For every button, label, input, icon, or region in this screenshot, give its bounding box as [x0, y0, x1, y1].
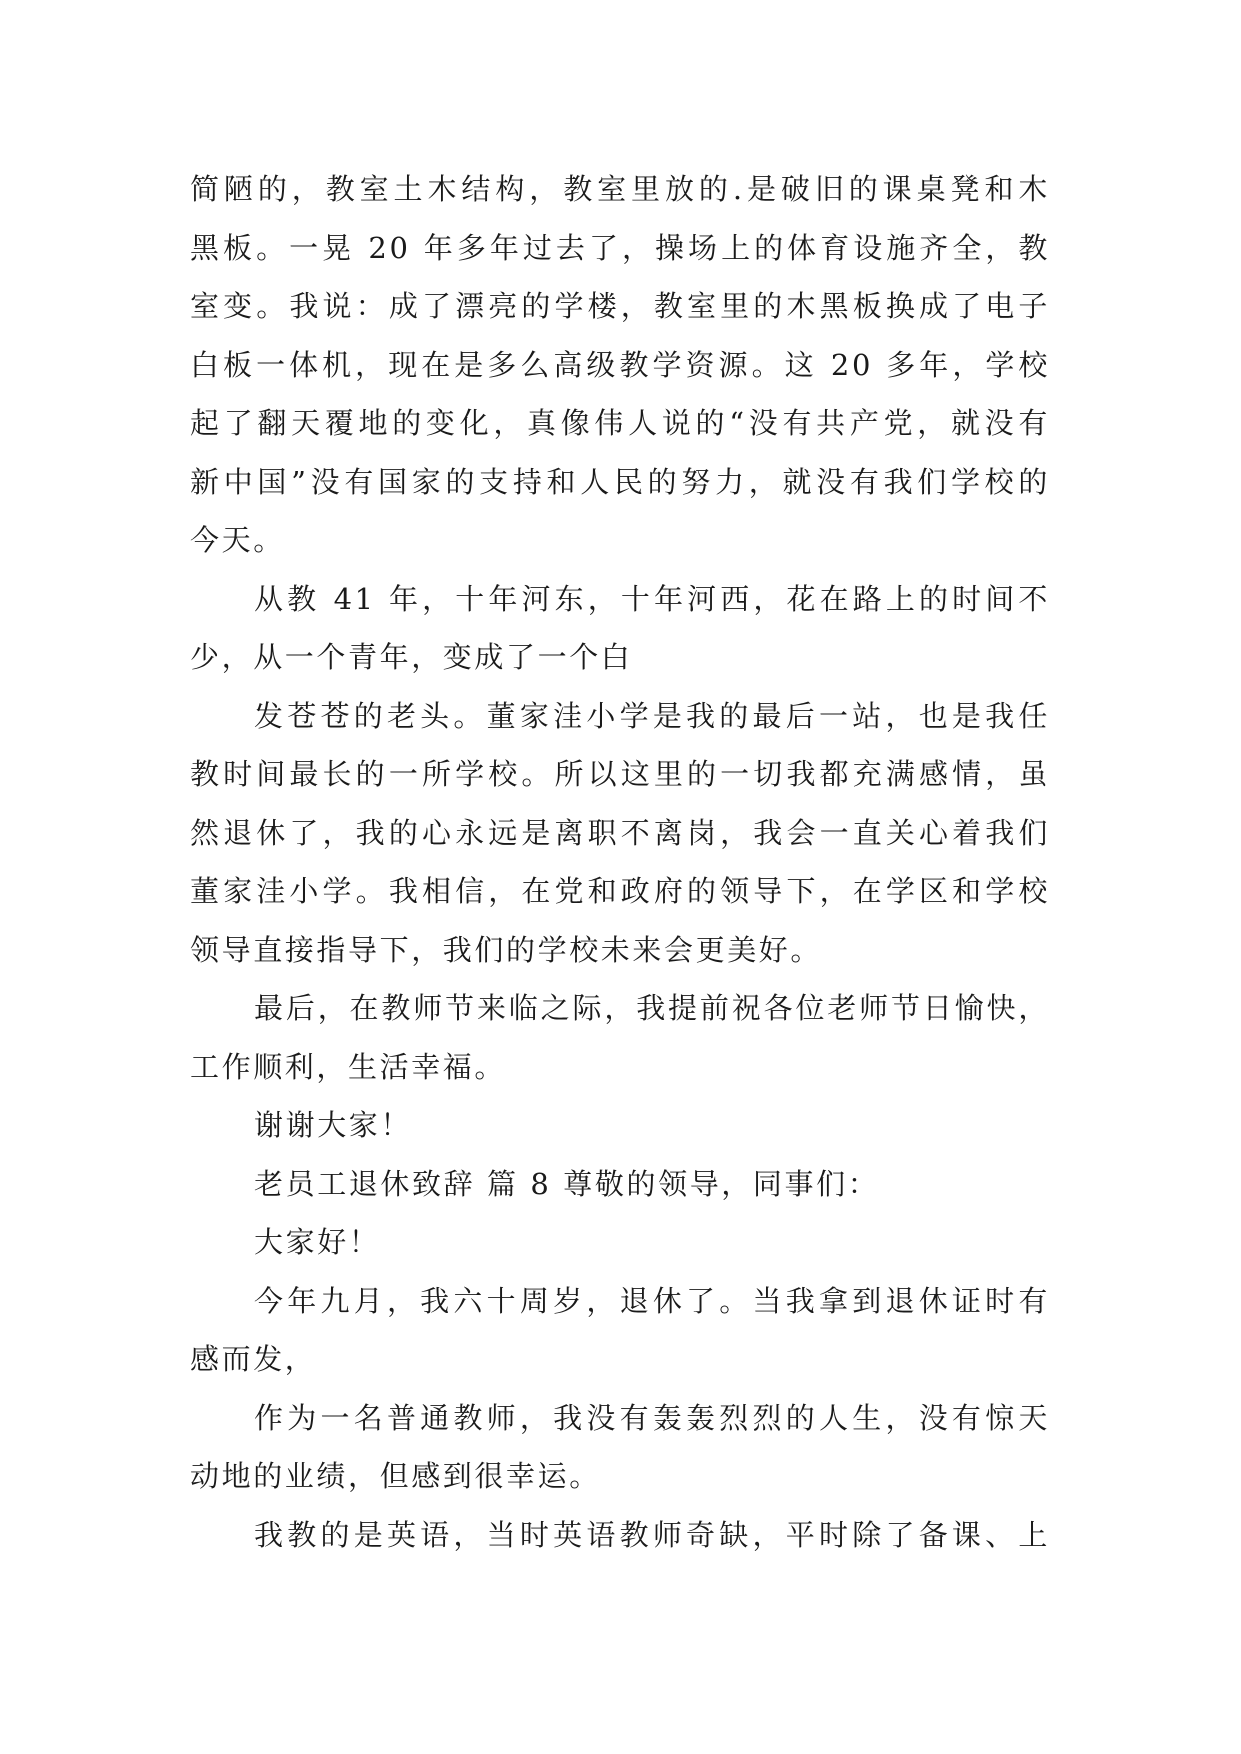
text-line: 我教的是英语，当时英语教师奇缺，平时除了备课、上 [254, 1517, 1050, 1552]
text-line: 然退休了，我的心永远是离职不离岗，我会一直关心着我们 [190, 815, 1050, 850]
text-line: 白板一体机，现在是多么高级教学资源。这 20 多年，学校 [190, 347, 1050, 382]
text-line: 今年九月，我六十周岁，退休了。当我拿到退休证时有 [254, 1283, 1050, 1318]
text-line: 董家洼小学。我相信，在党和政府的领导下，在学区和学校 [190, 874, 1050, 908]
text-line: 从教 41 年，十年河东，十年河西，花在路上的时间不 [254, 581, 1050, 616]
text-line: 室变。我说：成了漂亮的学楼，教室里的木黑板换成了电子 [190, 289, 1050, 323]
text-line: 领导直接指导下，我们的学校未来会更美好。 [190, 932, 823, 967]
text-line: 老员工退休致辞 篇 8 尊敬的领导，同事们： [254, 1166, 880, 1201]
text-line: 动地的业绩，但感到很幸运。 [190, 1459, 601, 1493]
text-line: 今天。 [190, 523, 285, 557]
text-line: 新中国”没有国家的支持和人民的努力，就没有我们学校的 [190, 464, 1050, 499]
text-line: 简陋的，教室土木结构，教室里放的.是破旧的课桌凳和木 [190, 172, 1050, 206]
document-body [190, 160, 1050, 1564]
text-line: 感而发， [190, 1342, 317, 1376]
text-line: 谢谢大家！ [254, 1108, 413, 1142]
text-line: 大家好！ [254, 1225, 381, 1259]
text-line: 起了翻天覆地的变化，真像伟人说的“没有共产党，就没有 [190, 406, 1050, 440]
text-line: 发苍苍的老头。董家洼小学是我的最后一站，也是我任 [254, 698, 1050, 733]
text-line: 作为一名普通教师，我没有轰轰烈烈的人生，没有惊天 [254, 1400, 1050, 1435]
text-line: 最后，在教师节来临之际，我提前祝各位老师节日愉快， [254, 991, 1050, 1025]
text-line: 教时间最长的一所学校。所以这里的一切我都充满感情，虽 [190, 757, 1050, 791]
text-line: 工作顺利，生活幸福。 [190, 1049, 507, 1084]
text-line: 少，从一个青年，变成了一个白 [190, 640, 633, 674]
text-line: 黑板。一晃 20 年多年过去了，操场上的体育设施齐全，教 [190, 230, 1050, 265]
